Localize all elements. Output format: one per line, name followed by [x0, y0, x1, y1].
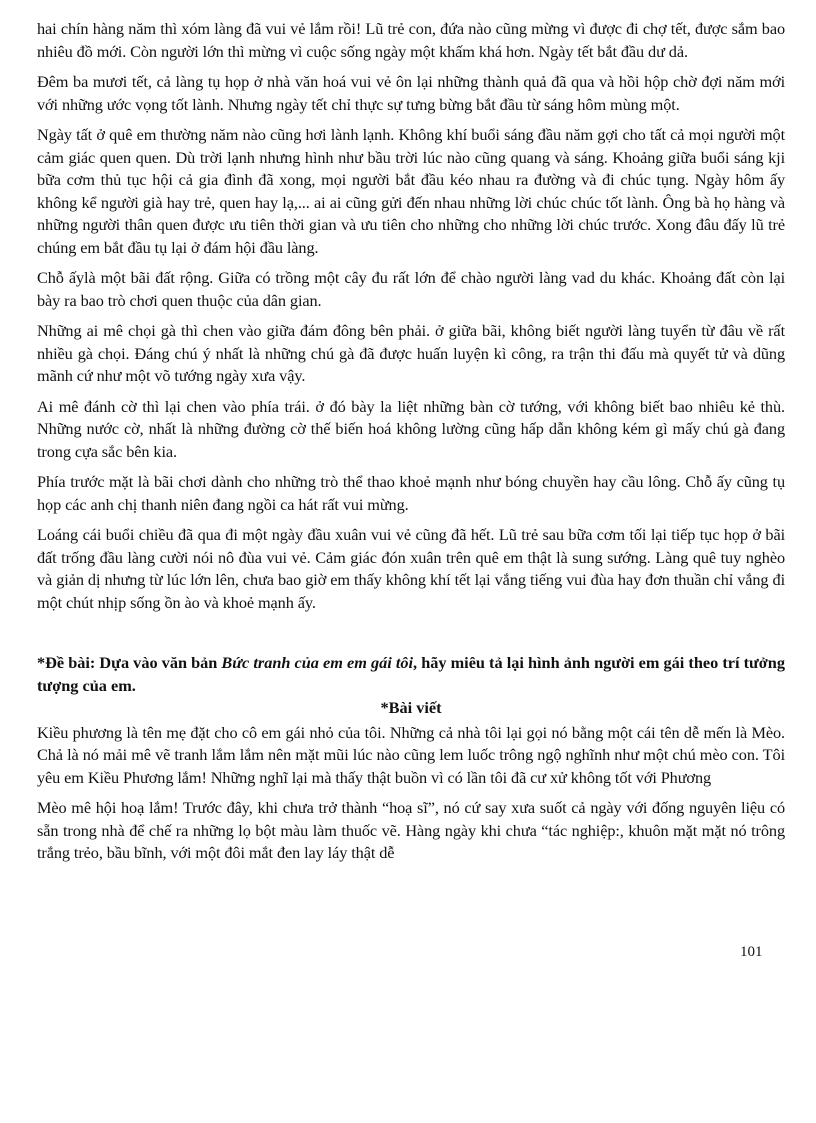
essay-prompt [37, 652, 785, 697]
page-content [37, 18, 785, 873]
body-paragraph-7: Phía trước mặt là bãi chơi dành cho những trò thể thao khoẻ mạnh như bóng chuyền hay cầu lông. Chỗ ấy cũng tụ họp các anh chị thanh niên đang ngồi ca hát rất vui mừng. [37, 472, 785, 514]
essay-heading: *Bài viết [380, 698, 442, 717]
body-paragraph-2: Đêm ba mươi tết, cả làng tụ họp ở nhà văn hoá vui vẻ ôn lại những thành quả đã qua và hồi hộp chờ đợi năm mới với những ước vọng tốt lành. Nhưng ngày tết chỉ thực sự tưng bừng bắt đầu từ sáng hôm mùng một. [37, 72, 785, 114]
body-paragraph-5: Những ai mê chọi gà thì chen vào giữa đám đông bên phải. ở giữa bãi, không biết người làng tuyển từ đâu về rất nhiều gà chọi. Đáng chú ý nhất là những chú gà đã được huấn luyện kì công, ra trận thi đấu mà quyết tử và dũng mãnh cứ như một võ tướng ngày xưa vậy. [37, 321, 785, 385]
page-number: 101 [740, 944, 763, 960]
body-paragraph-6: Ai mê đánh cờ thì lại chen vào phía trái. ở đó bày la liệt những bàn cờ tướng, với không biết bao nhiêu kẻ thù. Những nước cờ, nhất là những đường cờ thế biến hoá không lường cũng hấp dẫn không kém gì mấy chú gà đang trong cựa sắc bên kia. [37, 396, 785, 461]
body-paragraph-4: Chỗ ấylà một bãi đất rộng. Giữa có trồng một cây đu rất lớn để chào người làng vad du khác. Khoảng đất còn lại bày ra bao trò chơi quen thuộc của dân gian. [37, 268, 785, 310]
essay-paragraph-1: Kiều phương là tên mẹ đặt cho cô em gái nhỏ của tôi. Những cả nhà tôi lại gọi nó bằng một cái tên dễ mến là Mèo. Chả là nó mải mê vẽ tranh lắm lắm nên mặt mũi lúc nào cũng lem luốc trông ngộ nghĩnh như một chú mèo con. Tôi yêu em Kiều Phương lắm! Những nghĩ lại mà thấy thật buồn vì có lần tôi đã cư xử không tốt với Phương [37, 722, 785, 787]
essay-prompt-prefix: *Đề bài: Dựa vào văn bản [37, 653, 222, 672]
essay-paragraph-2: Mèo mê hội hoạ lắm! Trước đây, khi chưa trở thành “hoạ sĩ”, nó cứ say xưa suốt cả ngày với đống nguyên liệu có sẵn trong nhà để chế ra những lọ bột màu làm thuốc vẽ. Hàng ngày khi chưa “tác nghiệp:, khuôn mặt mặt nó trông trắng trẻo, bầu bĩnh, với một đôi mắt đen lay láy thật dễ [37, 798, 785, 862]
body-paragraph-1: hai chín hàng năm thì xóm làng đã vui vẻ lắm rồi! Lũ trẻ con, đứa nào cũng mừng vì được đi chợ tết, được sắm bao nhiêu đồ mới. Còn người lớn thì mừng vì cuộc sống ngày một khấm khá hơn. Ngày tết bắt đầu dư dả. [37, 19, 785, 61]
body-paragraph-3: Ngày tất ở quê em thường năm nào cũng hơi lành lạnh. Không khí buổi sáng đầu năm gợi cho tất cả mọi người một cảm giác quen quen. Dù trời lạnh nhưng hình như bầu trời lúc nào cũng quang và sáng. Khoảng giữa buổi sáng kji bữa cơm thủ tục hội cả gia đình đã xong, mọi người bắt đầu kéo nhau ra đường và đi chúc tụng. Ngày hôm ấy không kể người già hay trẻ, quen hay lạ,... ai ai cũng gửi đến nhau những lời chúc chúc tốt lành. Ông bà họ hàng và những người thân quen được ưu tiên thời gian và ưu tiên cho những cho những lời chúc trước. Xong đâu đấy lũ trẻ chúng em bắt đầu tụ lại ở đám hội đầu làng. [37, 125, 785, 257]
body-paragraph-8: Loáng cái buổi chiều đã qua đi một ngày đầu xuân vui vẻ cũng đã hết. Lũ trẻ sau bữa cơm tối lại tiếp tục họp ở bãi đất trống đầu làng cười nói nô đùa vui vẻ. Cảm giác đón xuân trên quê em thật là sung sướng. Làng quê tuy nghèo và giản dị nhưng từ lúc lớn lên, chưa bao giờ em thấy không khí tết lại vắng tiếng vui đùa hay đơn thuần chỉ vắng đi một chút nhịp sống ồn ào và khoẻ mạnh ấy. [37, 525, 785, 612]
essay-prompt-suffix: , hãy miêu tả lại hình ảnh người em gái theo trí tưởng tượng của em. [37, 653, 785, 695]
essay-prompt-work-title: Bức tranh của em em gái tôi [221, 653, 414, 672]
